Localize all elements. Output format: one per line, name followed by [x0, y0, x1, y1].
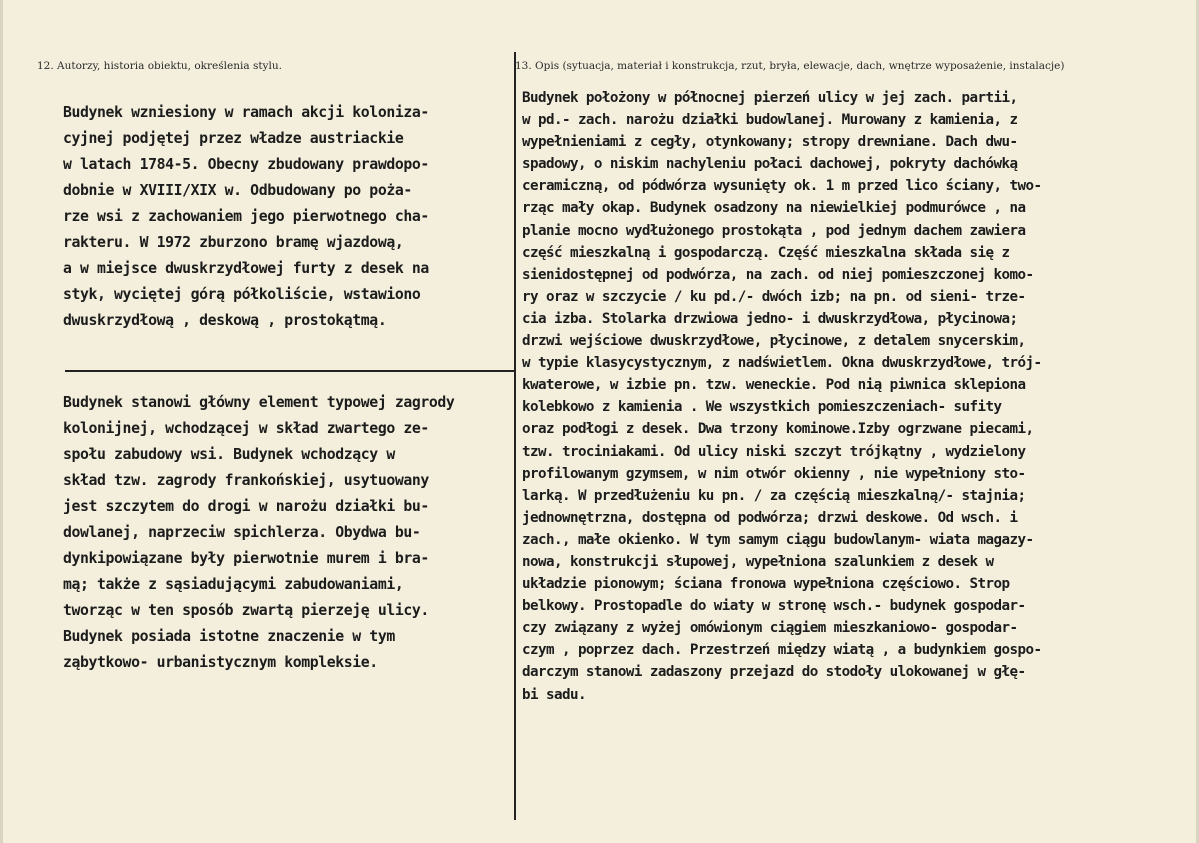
description-paragraph: Budynek położony w północnej pierzeń ulicy w jej zach. partii, w pd.- zach. narożu działki budowlanej. Murowany z kamienia, z wypełnieniami z cegły, otynkowany; stropy drewniane. Dach dwu- spadowy, o niskim nachyleniu połaci dachowej, pokryty dachówką ceramiczną, od pódwórza wysunięty ok. 1 m przed lico ściany, two- rząc mały okap. Budynek osadzony na niewielkiej podmurówce , na planie mocno wydłużonego prostokąta , pod jednym dachem zawiera część mieszkalną i gospodarczą. Część mieszkalna składa się z sienidostępnej od podwórza, na zach. od niej pomieszczonej komo- ry oraz w szczycie / ku pd./- dwóch izb; na pn. od sieni- trze- cia izba. Stolarka drzwiowa jedno- i dwuskrzydłowa, płycinowa; drzwi wejściowe dwuskrzydłowe, płycinowe, z detalem snycerskim, w typie klasycystycznym, z nadświetlem. Okna dwuskrzydłowe, trój- kwaterowe, w izbie pn. tzw. weneckie. Pod nią piwnica sklepiona kolebkowo z kamienia . We wszystkich pomieszczeniach- sufity oraz podłogi z desek. Dwa trzony kominowe.Izby ogrzwane piecami, tzw. trociniakami. Od ulicy niski szczyt trójkątny , wydzielony profilowanym gzymsem, w nim otwór okienny , nie wypełniony sto- larką. W przedłużeniu ku pn. / za częścią mieszkalną/- stajnia; jednownętrzna, dostępna od podwórza; drzwi deskowe. Od wsch. i zach., małe okienko. W tym samym ciągu budowlanym- wiata magazy- nowa, konstrukcji słupowej, wypełniona szalunkiem z desek w układzie pionowym; ściana fronowa wypełniona częściowo. Strop belkowy. Prostopadle do wiaty w stronę wsch.- budynek gospodar- czy związany z wyżej omówionym ciągiem mieszkaniowo- gospodar- czym , poprzez dach. Przestrzeń między wiatą , a budynkiem gospo- darczym stanowi zadaszony przejazd do stodoły ulokowanej w głę- bi sadu.: [522, 90, 1042, 703]
column-divider: [514, 52, 516, 820]
section-12-heading: 12. Autorzy, historia obiektu, określenia stylu.: [37, 60, 282, 72]
section-divider: [65, 370, 514, 372]
section-13-heading: 13. Opis (sytuacja, materiał i konstrukcja, rzut, bryła, elewacje, dach, wnętrze wyposażenie, instalacje): [515, 60, 1065, 72]
history-paragraph: Budynek wzniesiony w ramach akcji koloniza- cyjnej podjętej przez władze austriackie w latach 1784-5. Obecny zbudowany prawdopo- dobnie w XVIII/XIX w. Odbudowany po poża- rze wsi z zachowaniem jego pierwotnego cha- rakteru. W 1972 zburzono bramę wjazdową, a w miejsce dwuskrzydłowej furty z desek na styk, wyciętej górą półkoliście, wstawiono dwuskrzydłową , deskową , prostokątmą.: [63, 104, 429, 329]
significance-paragraph: Budynek stanowi główny element typowej zagrody kolonijnej, wchodzącej w skład zwartego ze- społu zabudowy wsi. Budynek wchodzący w skład tzw. zagrody frankońskiej, usytuowany jest szczytem do drogi w narożu działki bu- dowlanej, naprzeciw spichlerza. Obydwa bu- dynkipowiązane były pierwotnie murem i bra- mą; także z sąsiadującymi zabudowaniami, tworząc w ten sposób zwartą pierzeję ulicy. Budynek posiada istotne znaczenie w tym ząbytkowo- urbanistycznym kompleksie.: [63, 394, 455, 671]
